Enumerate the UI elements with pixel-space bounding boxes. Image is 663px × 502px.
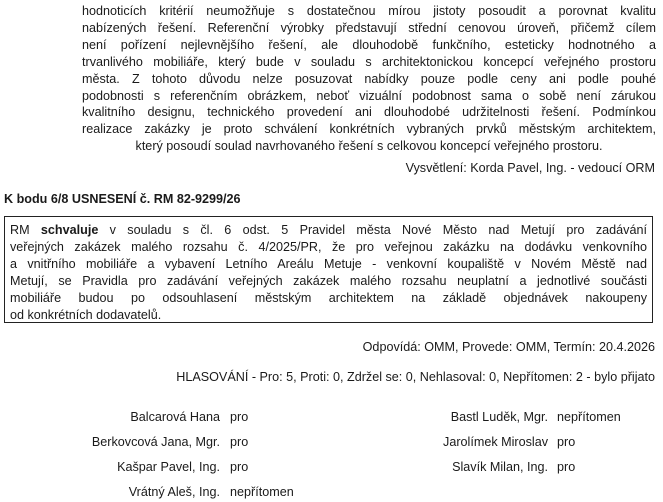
paragraph-line: podobnosti s referenčním obrázkem, neboť vizuální podobnost sama o sobě není zárukou bbox=[82, 88, 656, 103]
member-vote: nepřítomen bbox=[557, 410, 621, 424]
resolution-line: od konkrétních dodavatelů. bbox=[10, 307, 162, 322]
member-vote: pro bbox=[230, 460, 249, 474]
resolution-line: veřejných zakázek malého rozsahu č. 4/2025/PR, že pro veřejnou zakázku na dodávku venkovního bbox=[10, 239, 647, 254]
responsibility-line: Odpovídá: OMM, Provede: OMM, Termín: 20.4.2026 bbox=[362, 340, 655, 354]
resolution-line: Metují, se Pravidla pro zadávání veřejných zakázek malého rozsahu neuplatní a jednotlivé součásti bbox=[10, 273, 647, 288]
member-name: Jarolímek Miroslav bbox=[443, 435, 548, 449]
paragraph-line: není pořízení nejlevnějšího řešení, ale dlouhodobě funkčního, esteticky hodnotného a bbox=[82, 37, 656, 52]
member-name: Balcarová Hana bbox=[130, 410, 220, 424]
member-name: Vrátný Aleš, Ing. bbox=[128, 485, 220, 499]
member-vote: pro bbox=[230, 435, 249, 449]
member-vote: pro bbox=[230, 410, 249, 424]
paragraph-line: nabízených řešení. Referenční výrobky představují střední cenovou úroveň, přičemž cílem bbox=[82, 20, 656, 35]
member-vote: pro bbox=[557, 460, 576, 474]
justification-paragraph bbox=[82, 3, 656, 155]
member-name: Slavík Milan, Ing. bbox=[452, 460, 548, 474]
paragraph-line: hodnoticích kritérií neumožňuje s dostatečnou mírou jistoty posoudit a porovnat kvalitu bbox=[82, 4, 656, 18]
member-name: Bastl Luděk, Mgr. bbox=[450, 410, 548, 424]
resolution-line: a vnitřního mobiliáře a vybavení Letního Areálu Metuje - venkovní koupaliště v Novém Městě nad bbox=[10, 256, 647, 271]
member-vote: nepřítomen bbox=[230, 485, 294, 499]
voting-result: HLASOVÁNÍ - Pro: 5, Proti: 0, Zdržel se: 0, Nehlasoval: 0, Nepřítomen: 2 - bylo přijato bbox=[176, 370, 655, 384]
resolution-box bbox=[4, 216, 653, 323]
explanation-line: Vysvětlení: Korda Pavel, Ing. - vedoucí ORM bbox=[405, 161, 655, 175]
paragraph-line: realizace zakázky je proto schválení konkrétních vybraných prvků městským architektem, bbox=[82, 122, 656, 137]
paragraph-line: kvalitního designu, technického provedení ani dlouhodobé udržitelnosti řešení. Podmínkou bbox=[82, 105, 656, 120]
member-name: Berkovcová Jana, Mgr. bbox=[91, 435, 220, 449]
paragraph-line: trvanlivého mobiliáře, který bude v souladu s architektonickou koncepcí veřejného prostoru bbox=[82, 54, 656, 69]
member-vote: pro bbox=[557, 435, 576, 449]
member-name: Kašpar Pavel, Ing. bbox=[117, 460, 220, 474]
resolution-heading: K bodu 6/8 USNESENÍ č. RM 82-9299/26 bbox=[4, 192, 241, 206]
paragraph-line: města. Z tohoto důvodu nelze posuzovat nabídky pouze podle ceny ani podle pouhé bbox=[82, 71, 656, 86]
resolution-verb: schvaluje bbox=[40, 223, 99, 237]
resolution-first-line: v souladu s čl. 6 odst. 5 Pravidel města Nové Město nad Metují pro zadávání bbox=[98, 223, 647, 237]
resolution-prefix: RM bbox=[10, 223, 41, 237]
paragraph-line: který posoudí soulad navrhovaného řešení s celkovou koncepcí veřejného prostoru. bbox=[135, 139, 603, 154]
resolution-line: mobiliáře budou po odsouhlasení městským architektem na základě objednávek nakoupeny bbox=[10, 290, 647, 305]
resolution-line bbox=[10, 222, 647, 239]
